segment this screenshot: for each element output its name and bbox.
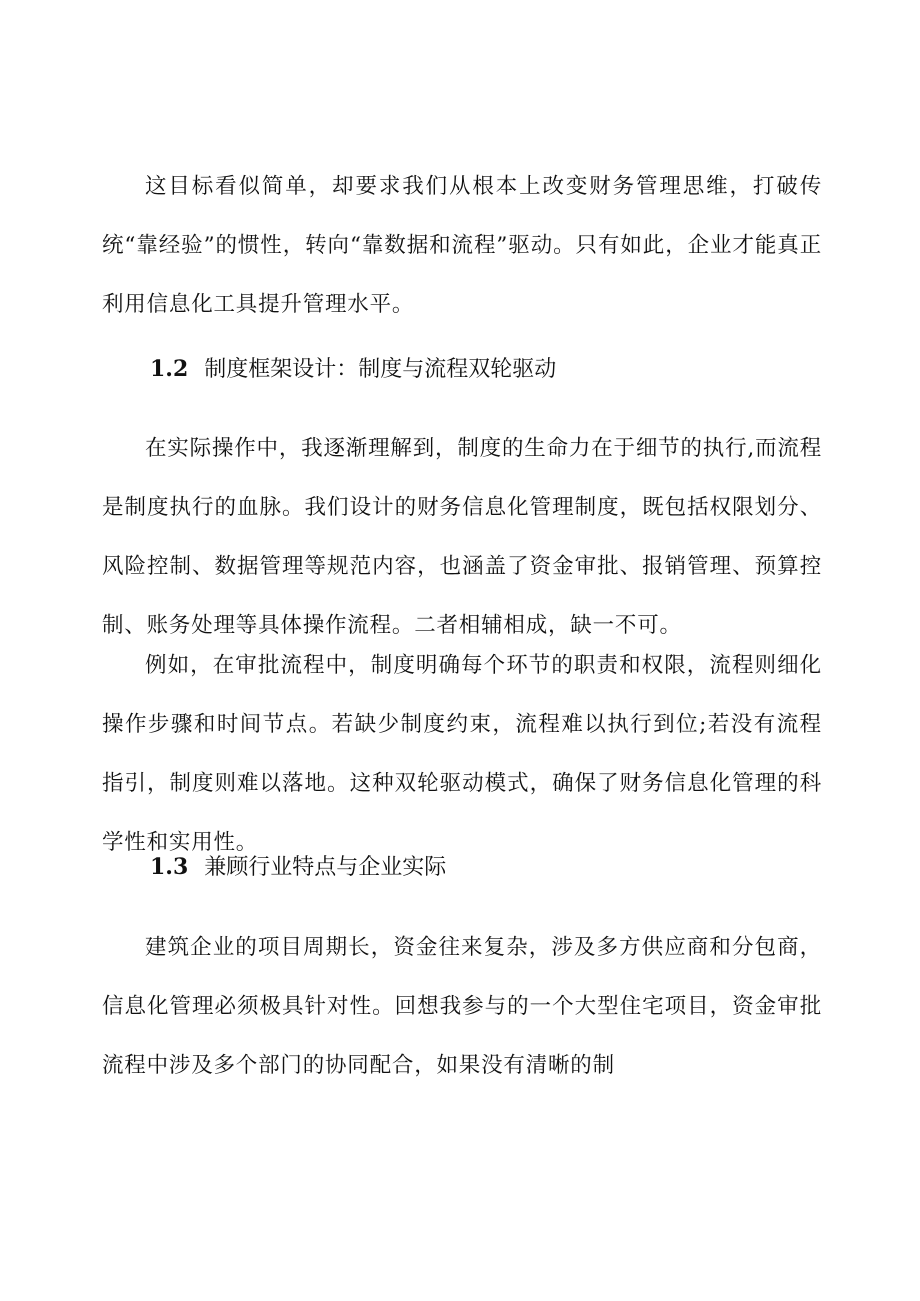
paragraph-industry: 建筑企业的项目周期长，资金往来复杂，涉及多方供应商和分包商，信息化管理必须极具针对性。回想我参与的一个大型住宅项目，资金审批流程中涉及多个部门的协同配合，如果没有清晰的制	[102, 935, 822, 1078]
section-number: 1.2	[150, 356, 189, 382]
paragraph-intro: 这目标看似简单，却要求我们从根本上改变财务管理思维，打破传统“靠经验”的惯性，转向“靠数据和流程”驱动。只有如此，企业才能真正利用信息化工具提升管理水平。	[102, 174, 822, 317]
section-title: 制度框架设计：制度与流程双轮驱动	[204, 357, 557, 382]
section-heading-1-2	[150, 354, 556, 385]
section-heading-1-3	[150, 852, 446, 883]
paragraph-framework: 在实际操作中，我逐渐理解到，制度的生命力在于细节的执行,而流程是制度执行的血脉。我们设计的财务信息化管理制度，既包括权限划分、风险控制、数据管理等规范内容，也涵盖了资金审批、报销管理、预算控制、账务处理等具体操作流程。二者相辅相成，缺一不可。	[102, 436, 822, 638]
section-number: 1.3	[150, 854, 189, 880]
paragraph-example: 例如，在审批流程中，制度明确每个环节的职责和权限，流程则细化操作步骤和时间节点。若缺少制度约束，流程难以执行到位;若没有流程指引，制度则难以落地。这种双轮驱动模式，确保了财务信息化管理的科学性和实用性。	[102, 653, 822, 855]
section-title: 兼顾行业特点与企业实际	[204, 855, 447, 880]
